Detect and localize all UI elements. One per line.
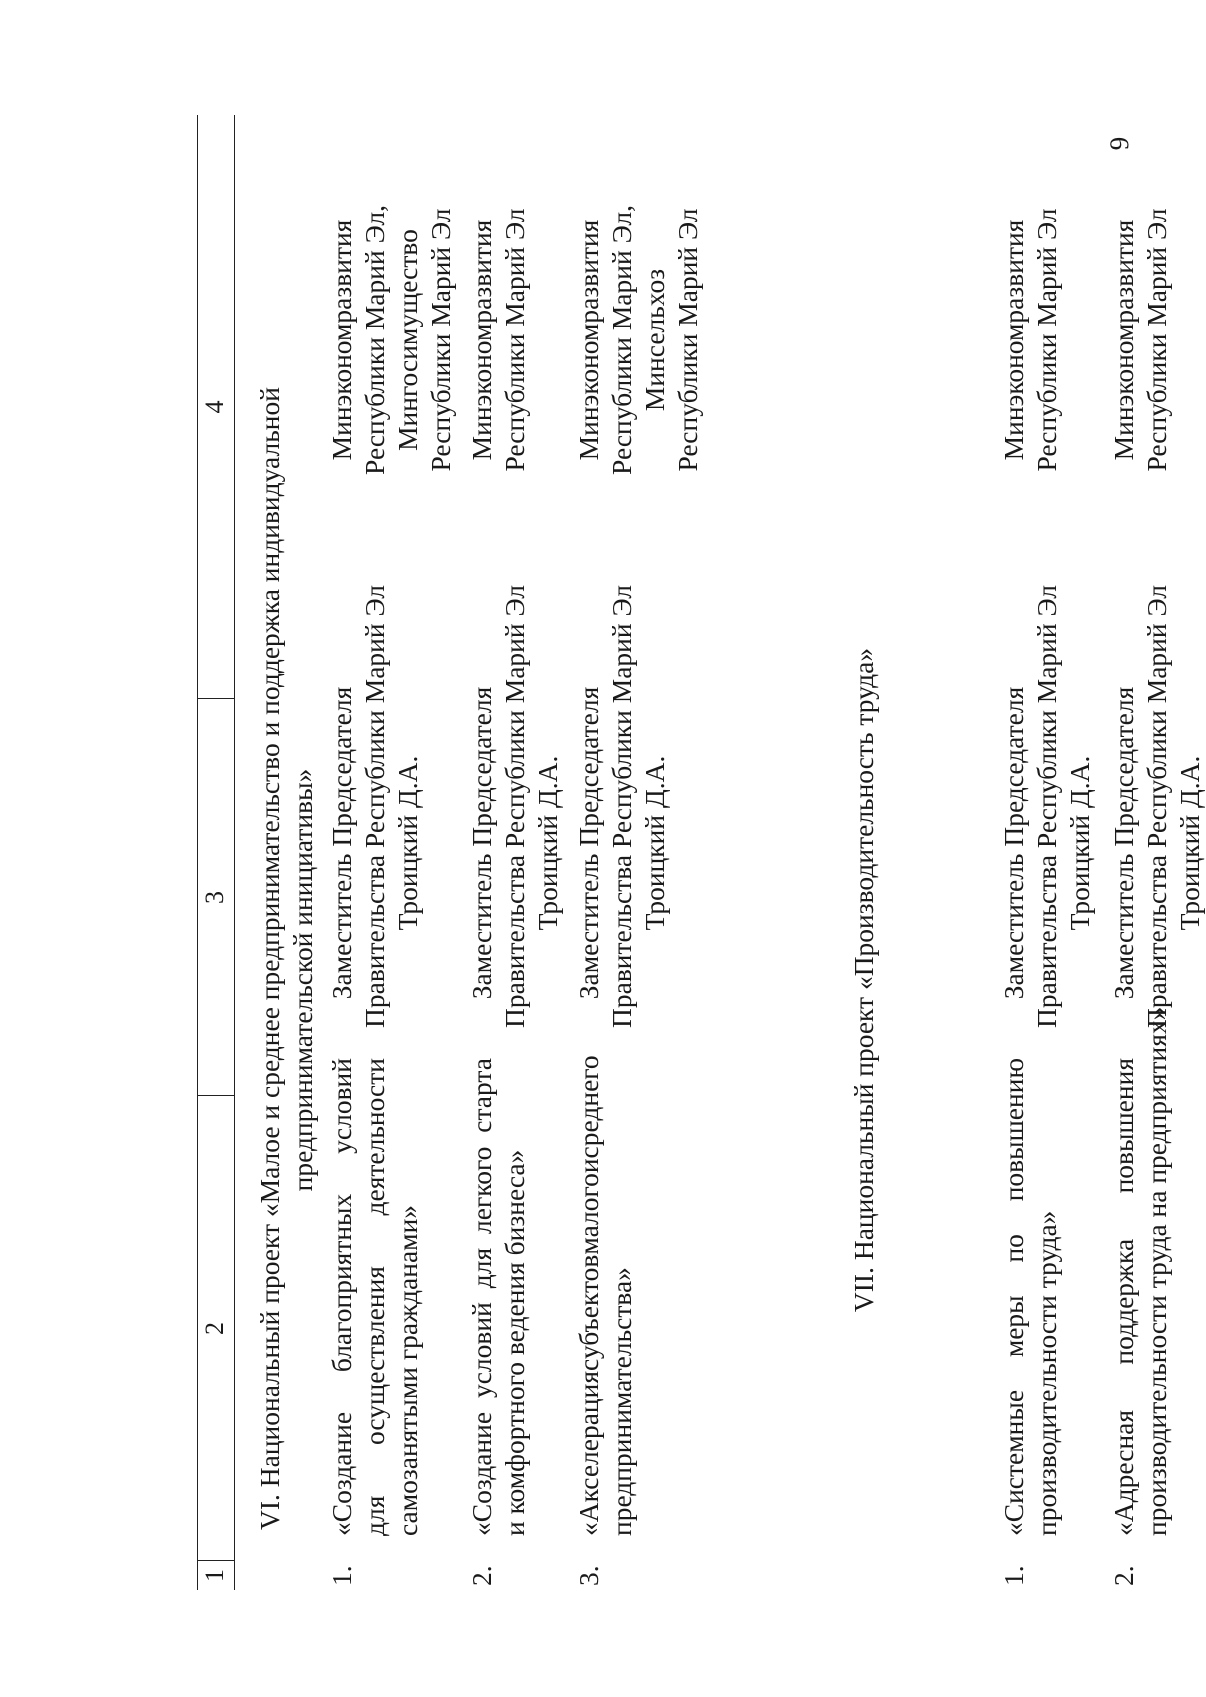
column-header-1: 1 (198, 1560, 234, 1590)
project-name-word: субъектов (573, 1254, 604, 1371)
project-name-word: производительности труда на предприятиях» (1141, 1006, 1172, 1536)
project-name-word: самозанятыми гражданами» (392, 1204, 423, 1536)
project-name-word: для (466, 1247, 497, 1289)
responsible-executors (465, 150, 531, 530)
project-name-word: по (998, 1234, 1029, 1263)
responsible-line: Республики Марий Эл (499, 208, 530, 472)
row-number: 2. (1108, 1565, 1139, 1586)
row-number: 2. (466, 1565, 497, 1586)
section-title-line: предпринимательской инициативы» (287, 768, 318, 1192)
project-name-line (465, 1058, 498, 1536)
responsible-line: Минэкономразвития (1108, 219, 1139, 461)
responsible-line: Республики Марий Эл, (359, 205, 390, 475)
project-name-line (391, 1058, 424, 1536)
project-name (325, 1058, 424, 1536)
project-name-word: и (573, 1158, 604, 1174)
project-name (1107, 1006, 1173, 1536)
curator-line: Троицкий Д.А. (392, 755, 423, 931)
curator-line: Заместитель Председателя (466, 686, 497, 1000)
project-name-line (498, 1058, 531, 1536)
responsible-line: Минэкономразвития (326, 219, 357, 461)
curator (325, 585, 424, 1028)
project-name-word: деятельности (359, 1058, 390, 1216)
project-name-line (358, 1058, 391, 1536)
section-title (253, 387, 319, 1530)
curator-line: Троицкий Д.А. (1064, 755, 1095, 931)
project-name-word: среднего (573, 1055, 604, 1159)
curator-line: Правительства Республики Марий Эл (606, 585, 637, 1028)
responsible-executors (1107, 150, 1173, 530)
curator-line: Заместитель Председателя (326, 686, 357, 1000)
curator-line: Правительства Республики Марий Эл (359, 585, 390, 1028)
rotated-table-page (197, 115, 1205, 1590)
project-name-word: «Создание (466, 1411, 497, 1536)
responsible-line: Республики Марий Эл (425, 208, 456, 472)
project-name-word: старта (466, 1058, 497, 1133)
project-name-line (325, 1058, 358, 1536)
responsible-line: Минсельхоз (639, 268, 670, 412)
project-name-word: «Системные (998, 1389, 1029, 1536)
project-name-line (572, 1055, 605, 1536)
column-header-3: 3 (198, 698, 234, 1096)
project-name-word: поддержка (1108, 1238, 1139, 1365)
table-header-row (197, 115, 235, 1590)
project-name-word: легкого (466, 1146, 497, 1234)
curator-line: Заместитель Председателя (998, 686, 1029, 1000)
project-name-word: условий (466, 1302, 497, 1399)
responsible-line: Мингосимущество (392, 229, 423, 451)
responsible-line: Республики Марий Эл, (606, 205, 637, 475)
row-number: 3. (573, 1565, 604, 1586)
responsible-line: Республики Марий Эл (672, 208, 703, 472)
project-name-word: и комфортного ведения бизнеса» (499, 1149, 530, 1536)
project-name-word: «Создание (326, 1411, 357, 1536)
curator-line: Заместитель Председателя (1108, 686, 1139, 1000)
page-number: 6 (1104, 136, 1135, 151)
curator (572, 585, 671, 1028)
project-name-word: меры (998, 1295, 1029, 1358)
responsible-executors (572, 150, 704, 530)
row-number: 1. (326, 1565, 357, 1586)
curator-line: Заместитель Председателя (573, 686, 604, 1000)
project-name (572, 1055, 638, 1536)
curator-line: Троицкий Д.А. (639, 755, 670, 931)
project-name (997, 1058, 1063, 1536)
project-name-word: для (359, 1495, 390, 1536)
project-name-word: «Адресная (1108, 1409, 1139, 1536)
curator-line: Троицкий Д.А. (1174, 755, 1205, 931)
project-name-word: малого (573, 1173, 604, 1255)
responsible-line: Минэкономразвития (466, 219, 497, 461)
responsible-line: Минэкономразвития (998, 219, 1029, 461)
column-header-2: 2 (198, 1095, 234, 1561)
project-name-word: повышению (998, 1058, 1029, 1202)
project-name-line (605, 1058, 638, 1536)
responsible-executors (325, 150, 457, 530)
project-name-word: условий (326, 1058, 357, 1154)
project-name-line (997, 1058, 1030, 1536)
responsible-line: Республики Марий Эл (1141, 208, 1172, 472)
section-title-line: VI. Национальный проект «Малое и среднее предпринимательство и поддержка индивидуальной (254, 387, 285, 1530)
curator-line: Правительства Республики Марий Эл (1031, 585, 1062, 1028)
project-name-line (1030, 1058, 1063, 1536)
column-header-4: 4 (200, 400, 229, 414)
project-name-word: предпринимательства» (606, 1267, 637, 1536)
project-name-line (1107, 1058, 1140, 1536)
project-name-word: осуществления (359, 1266, 390, 1446)
project-name-word: производительности труда» (1031, 1210, 1062, 1536)
project-name-word: «Акселерация (573, 1371, 604, 1536)
responsible-line: Минэкономразвития (573, 219, 604, 461)
curator (997, 585, 1096, 1028)
responsible-line: Республики Марий Эл (1031, 208, 1062, 472)
responsible-executors (997, 150, 1063, 530)
project-name-word: повышения (1108, 1058, 1139, 1194)
project-name-line (1140, 1006, 1173, 1536)
curator-line: Правительства Республики Марий Эл (499, 585, 530, 1028)
curator-line: Правительства Республики Марий Эл (1141, 585, 1172, 1028)
curator-line: Троицкий Д.А. (532, 755, 563, 931)
row-number: 1. (998, 1565, 1029, 1586)
project-name-word: благоприятных (326, 1193, 357, 1373)
curator (1107, 585, 1206, 1028)
project-name (465, 1058, 531, 1536)
curator (465, 585, 564, 1028)
section-title-line: VII. Национальный проект «Производительность труда» (848, 647, 879, 1313)
section-title (847, 430, 880, 1530)
